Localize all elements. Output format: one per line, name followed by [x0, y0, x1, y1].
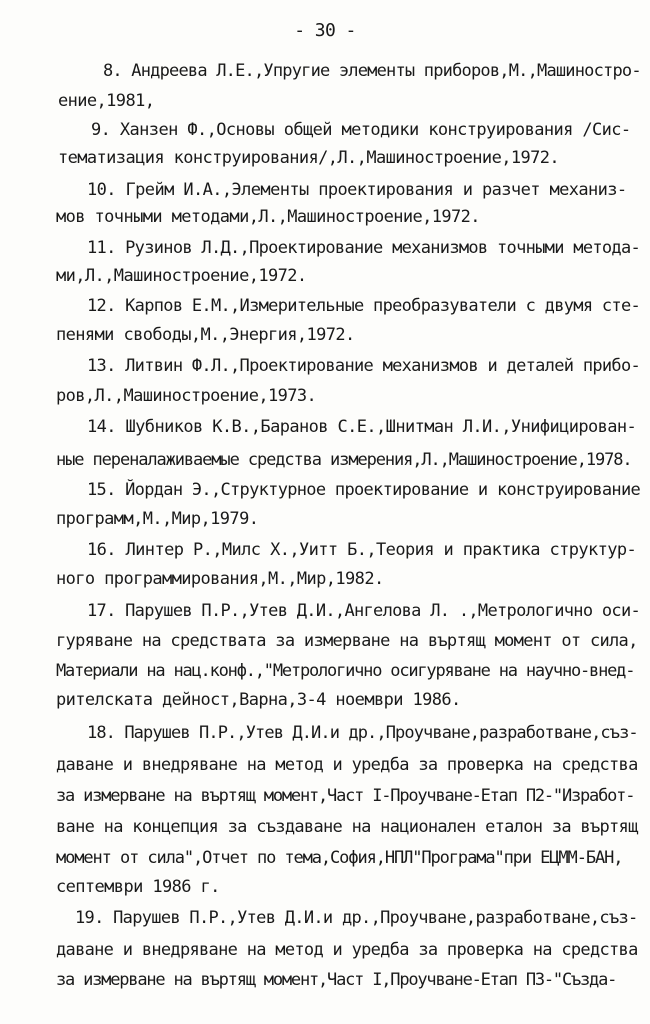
page-number: - 30 -	[294, 20, 356, 41]
ref-18-line-6: септември 1986 г.	[56, 877, 220, 897]
ref-18-line-4: ване на концепция за създаване на национален еталон за въртящ	[56, 817, 638, 837]
ref-19-line-2: даване и внедряване на метод и уредба за проверка на средства	[56, 940, 638, 960]
ref-15-line-1: 15. Йордан Э.,Структурное проектирование и конструирование	[87, 480, 641, 500]
ref-8-line-2: ение,1981,	[58, 91, 155, 111]
ref-18-line-2: даване и внедряване на метод и уредба за проверка на средства	[56, 755, 638, 775]
ref-16-line-1: 16. Линтер Р.,Милс Х.,Уитт Б.,Теория и практика структур-	[87, 540, 637, 560]
ref-12-line-1: 12. Карпов Е.М.,Измерительные преобразуватели с двумя сте-	[87, 296, 641, 316]
ref-9-line-1: 9. Ханзен Ф.,Основы общей методики конструирования /Сис-	[91, 120, 631, 140]
ref-10-line-2: мов точными методами,Л.,Машиностроение,1972.	[56, 207, 480, 227]
ref-13-line-1: 13. Литвин Ф.Л.,Проектирование механизмов и деталей прибо-	[87, 356, 641, 376]
ref-15-line-2: программ,М.,Мир,1979.	[56, 509, 259, 529]
ref-14-line-2: ные переналаживаемые средства измерения,Л.,Машиностроение,1978.	[56, 450, 632, 470]
ref-17-line-3: Материали на нац.конф.,"Метрологично осигуряване на научно-внед-	[56, 661, 635, 681]
ref-18-line-5: момент от сила",Отчет по тема,София,НПЛ"Програма"при ЕЦММ-БАН,	[56, 848, 623, 868]
ref-18-line-1: 18. Парушев П.Р.,Утев Д.И.и др.,Проучване,разработване,съз-	[87, 723, 638, 743]
ref-17-line-1: 17. Парушев П.Р.,Утев Д.И.,Ангелова Л. .,Метрологично оси-	[87, 601, 641, 621]
ref-16-line-2: ного программирования,М.,Мир,1982.	[56, 569, 384, 589]
ref-12-line-2: пенями свободы,М.,Энергия,1972.	[56, 325, 355, 345]
ref-17-line-4: рителската дейност,Варна,3-4 ноември 1986.	[56, 690, 461, 710]
ref-19-line-1: 19. Парушев П.Р.,Утев Д.И.и др.,Проучване,разработване,съз-	[75, 908, 638, 928]
ref-11-line-1: 11. Рузинов Л.Д.,Проектирование механизмов точными метода-	[87, 238, 641, 258]
ref-9-line-2: тематизация конструирования/,Л.,Машиностроение,1972.	[58, 148, 560, 168]
ref-14-line-1: 14. Шубников К.В.,Баранов С.Е.,Шнитман Л.И.,Унифицирован-	[87, 417, 637, 437]
ref-13-line-2: ров,Л.,Машиностроение,1973.	[56, 386, 317, 406]
ref-19-line-3: за измерване на въртящ момент,Част I,Проучване-Етап П3-"Създа-	[56, 970, 617, 990]
ref-11-line-2: ми,Л.,Машиностроение,1972.	[56, 266, 307, 286]
ref-8-line-1: 8. Андреева Л.Е.,Упругие элементы приборов,М.,Машиностро-	[103, 61, 641, 81]
ref-18-line-3: за измерване на въртящ момент,Част I-Проучване-Етап П2-"Изработ-	[56, 786, 635, 806]
ref-10-line-1: 10. Грейм И.А.,Элементы проектирования и разчет механиз-	[87, 180, 627, 200]
ref-17-line-2: гуряване на средствата за измерване на въртящ момент от сила,	[56, 631, 638, 651]
